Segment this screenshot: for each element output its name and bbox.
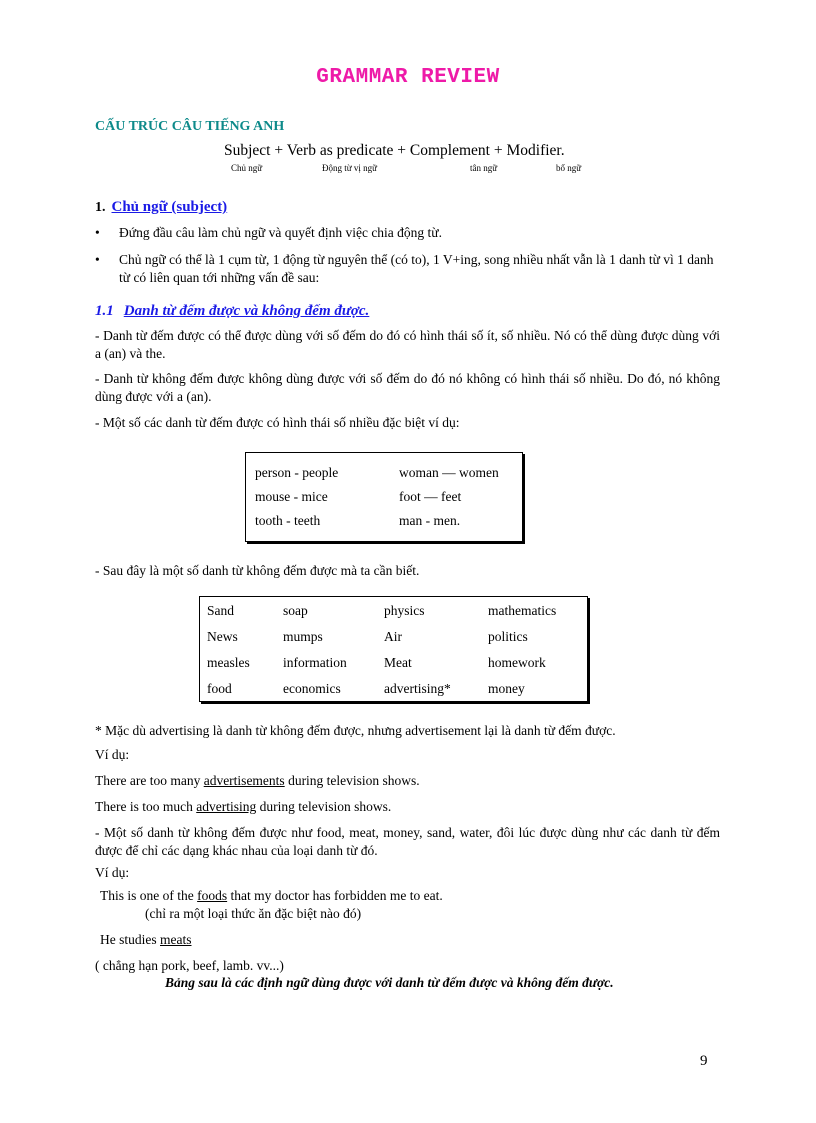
table-cell: economics	[283, 681, 341, 696]
bullet-dot-icon: •	[95, 252, 100, 267]
page-number: 9	[700, 1053, 708, 1069]
plural-pair: foot — feet	[399, 489, 462, 504]
uncountable-intro: - Sau đây là một số danh từ không đếm được mà ta cần biết.	[95, 563, 420, 578]
table-cell: Sand	[207, 603, 234, 618]
gloss-modifier: bổ ngữ	[556, 163, 582, 173]
table-cell: soap	[283, 603, 308, 618]
uncountable-nouns-box	[199, 596, 588, 702]
example-underlined: advertisements	[203, 773, 285, 788]
subsection-number: 1.1	[95, 303, 114, 319]
example-sentence	[100, 931, 725, 949]
example-label: Ví dụ:	[95, 747, 130, 762]
example-text: during television shows.	[284, 773, 420, 788]
section-1-number: 1.	[95, 200, 106, 215]
example-label: Ví dụ:	[95, 865, 130, 880]
example-text: This is one of the	[100, 888, 198, 903]
table-cell: homework	[488, 655, 546, 670]
example-text: There are too many	[95, 773, 204, 788]
countable-paragraph: - Danh từ đếm được có thể được dùng với số đếm do đó có hình thái số ít, số nhiều. Nó có thể dùng được dùng với a (an) và the.	[95, 328, 720, 361]
table-cell: News	[207, 629, 238, 644]
bullet-text: Đứng đầu câu làm chủ ngữ và quyết định việc chia động từ.	[119, 225, 442, 240]
table-cell: politics	[488, 629, 528, 644]
bullet-text: Chủ ngữ có thể là 1 cụm từ, 1 động từ nguyên thể (có to), 1 V+ing, song nhiều nhất vẫn là 1 danh từ vì 1 danh từ có liên quan tới những vấn đề sau:	[119, 252, 714, 285]
plural-pair: mouse - mice	[255, 489, 328, 504]
example-text: He studies	[100, 932, 160, 947]
section-heading: CẤU TRÚC CÂU TIẾNG ANH	[95, 119, 285, 134]
example-note: ( chẳng hạn pork, beef, lamb. vv...)	[95, 958, 284, 973]
food-note: - Một số danh từ không đếm được như food, meat, money, sand, water, đôi lúc được dùng như các danh từ đếm được để chỉ các dạng khác nhau của loại danh từ đó.	[95, 825, 720, 858]
example-underlined: foods	[197, 888, 228, 903]
gloss-verb: Động từ vị ngữ	[322, 163, 378, 173]
table-cell: money	[488, 681, 525, 696]
example-sentence	[95, 772, 720, 790]
irregular-plurals-box	[245, 452, 523, 542]
subsection-1-1-heading	[95, 303, 369, 320]
example-note: (chỉ ra một loại thức ăn đặc biệt nào đó)	[145, 906, 362, 921]
page-title: GRAMMAR REVIEW	[316, 66, 500, 89]
sentence-formula: Subject + Verb as predicate + Complement + Modifier.	[224, 142, 565, 159]
example-sentence	[95, 798, 720, 816]
subsection-label: Danh từ đếm được và không đếm được.	[123, 303, 370, 319]
section-1-label: Chủ ngữ (subject)	[111, 199, 228, 215]
gloss-subject: Chủ ngữ	[231, 163, 263, 173]
section-1-heading	[95, 199, 227, 216]
table-cell: food	[207, 681, 232, 696]
plural-pair: man - men.	[399, 513, 461, 528]
table-intro: Bảng sau là các định ngữ dùng được với danh từ đếm được và không đếm được.	[165, 975, 614, 990]
example-sentence	[100, 887, 725, 905]
plural-pair: person - people	[255, 465, 339, 480]
table-cell: Air	[384, 629, 402, 644]
example-underlined: advertising	[196, 799, 257, 814]
uncountable-paragraph: - Danh từ không đếm được không dùng được với số đếm do đó nó không có hình thái số nhiều. Do đó, nó không dùng được với a (an).	[95, 371, 720, 404]
gloss-complement: tân ngữ	[470, 163, 498, 173]
table-cell: information	[283, 655, 347, 670]
plural-pair: tooth - teeth	[255, 513, 321, 528]
example-text: that my doctor has forbidden me to eat.	[227, 888, 443, 903]
table-cell: mumps	[283, 629, 323, 644]
table-cell: Meat	[384, 655, 412, 670]
example-underlined: meats	[160, 932, 192, 947]
table-cell: advertising*	[384, 681, 451, 696]
bullet-dot-icon: •	[95, 225, 100, 240]
irregular-intro: - Một số các danh từ đếm được có hình thái số nhiều đặc biệt ví dụ:	[95, 415, 460, 430]
table-cell: mathematics	[488, 603, 557, 618]
table-cell: measles	[207, 655, 250, 670]
plural-pair: woman — women	[399, 465, 499, 480]
example-text: during television shows.	[256, 799, 392, 814]
example-text: There is too much	[95, 799, 197, 814]
advertising-note: * Mặc dù advertising là danh từ không đếm được, nhưng advertisement lại là danh từ đếm được.	[95, 723, 616, 738]
table-cell: physics	[384, 603, 425, 618]
